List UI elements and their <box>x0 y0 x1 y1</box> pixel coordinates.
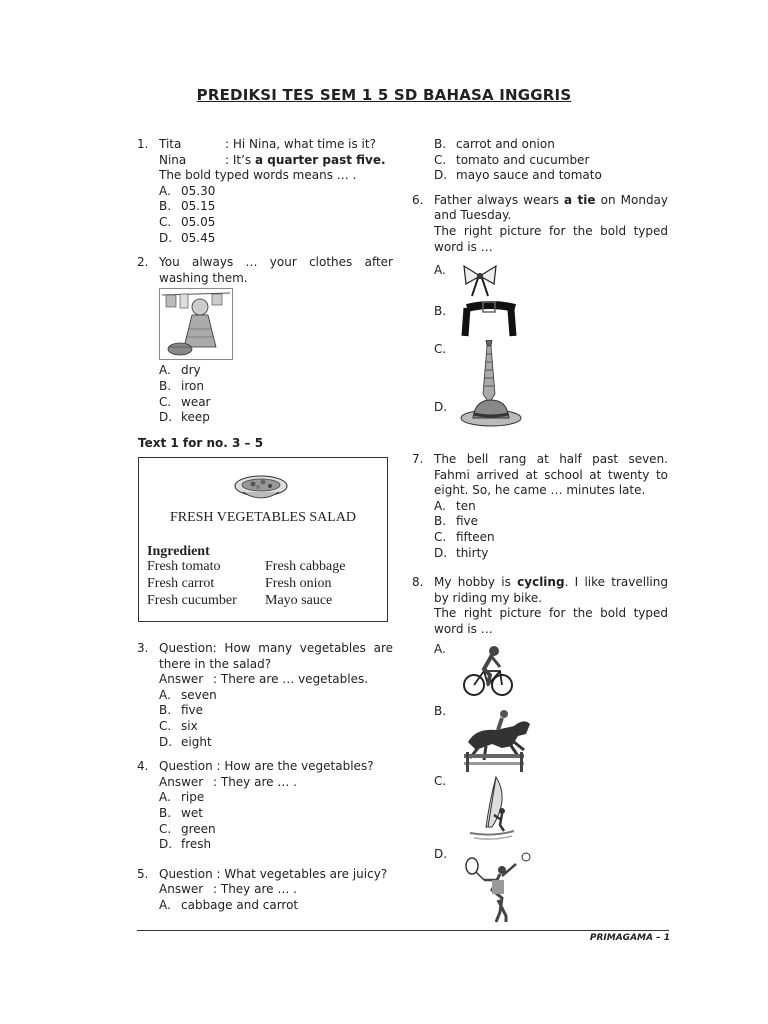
question-5 <box>137 867 393 914</box>
option-text: keep <box>181 410 210 425</box>
option-letter: A. <box>159 183 171 198</box>
option-text: green <box>181 821 216 836</box>
option-text: wear <box>181 394 211 409</box>
option-letter: C. <box>159 394 172 409</box>
salad-title: FRESH VEGETABLES SALAD <box>169 510 357 525</box>
option-letter: B. <box>434 137 447 151</box>
question-number: 5. <box>137 866 149 881</box>
option-c[interactable] <box>159 719 393 735</box>
question-2 <box>137 255 393 426</box>
left-column <box>137 137 393 426</box>
question-3 <box>137 641 393 750</box>
option-letter: C. <box>434 774 447 788</box>
option-letter: B. <box>434 704 447 718</box>
text-part: My hobby is <box>434 575 518 590</box>
option-text: wet <box>181 805 203 820</box>
question-prompt: The right picture for the bold typed word is … <box>434 223 668 254</box>
option-d[interactable] <box>159 410 393 426</box>
option-a[interactable] <box>434 642 446 656</box>
option-b[interactable] <box>434 137 668 153</box>
option-a[interactable] <box>159 898 393 914</box>
text-1-label: Text 1 for no. 3 – 5 <box>138 436 264 450</box>
option-text: dry <box>181 363 201 378</box>
option-letter: A. <box>434 263 446 277</box>
option-letter: D. <box>434 847 448 861</box>
answer-label: Answer <box>159 882 204 897</box>
table-cell: Fresh cabbage <box>265 559 346 574</box>
option-a[interactable] <box>159 184 393 200</box>
question-prompt: The bold typed words means … . <box>159 168 357 183</box>
option-text: five <box>181 703 204 718</box>
necktie-icon[interactable] <box>478 340 500 404</box>
option-letter: A. <box>159 363 171 378</box>
options-list <box>434 499 668 561</box>
option-c[interactable] <box>159 822 393 838</box>
question-text: You always … your clothes after washing them. <box>159 255 393 285</box>
question-prompt: The right picture for the bold typed word is … <box>434 606 668 636</box>
options-list <box>159 790 393 852</box>
options-list <box>159 363 393 425</box>
option-d[interactable] <box>434 546 668 562</box>
option-letter: B. <box>159 199 172 214</box>
table-cell: Fresh onion <box>265 576 332 591</box>
option-letter: D. <box>159 410 173 425</box>
table-row <box>147 593 345 610</box>
question-number: 3. <box>137 641 149 655</box>
answer-label: Answer <box>159 774 204 789</box>
ingredient-table <box>147 559 345 610</box>
table-cell: Mayo sauce <box>265 593 333 608</box>
question-number: 6. <box>412 192 424 207</box>
question-text: Question : How are the vegetables? <box>159 759 374 774</box>
option-letter: C. <box>159 821 172 836</box>
option-letter: C. <box>159 718 172 733</box>
option-letter: D. <box>434 168 448 183</box>
option-text: five <box>456 514 479 529</box>
question-text <box>434 193 668 224</box>
ironing-icon <box>160 289 232 359</box>
text-part: . I like travelling by riding my bike. <box>434 575 668 605</box>
dialog-line-2: : It’s <box>225 152 255 167</box>
option-letter: B. <box>434 304 447 318</box>
table-cell: Fresh carrot <box>147 576 215 591</box>
bold-phrase: a quarter past five. <box>254 152 386 167</box>
option-text: cabbage and carrot <box>181 897 299 912</box>
option-b[interactable] <box>434 514 668 530</box>
bold-phrase: cycling <box>517 575 565 590</box>
table-row <box>147 576 345 593</box>
salad-bowl-icon <box>233 474 289 504</box>
question-6 <box>412 193 668 255</box>
question-text: Question : What vegetables are juicy? <box>159 866 388 881</box>
option-text: seven <box>181 687 217 702</box>
question-number: 1. <box>137 137 149 151</box>
option-text: 05.45 <box>181 230 216 245</box>
option-c[interactable] <box>159 395 393 411</box>
option-a[interactable] <box>159 688 393 704</box>
option-c[interactable] <box>434 530 668 546</box>
table-cell: Fresh cucumber <box>147 593 237 608</box>
tennis-player-icon[interactable] <box>462 850 532 924</box>
option-text: ten <box>456 498 476 513</box>
cyclist-icon[interactable] <box>462 643 514 699</box>
option-letter: A. <box>159 687 171 702</box>
left-column-lower <box>137 641 393 914</box>
question-5-continued <box>412 137 668 184</box>
option-d[interactable] <box>434 168 668 184</box>
page-footer: PRIMAGAMA – 1 <box>589 933 670 943</box>
answer-text: : They are … . <box>213 882 297 897</box>
option-a[interactable] <box>434 263 446 277</box>
horse-jumping-icon[interactable] <box>462 706 536 772</box>
ironing-girl-picture <box>159 288 233 360</box>
ingredient-heading: Ingredient <box>147 544 210 559</box>
option-text: iron <box>181 378 204 393</box>
option-c[interactable] <box>159 215 393 231</box>
option-letter: A. <box>159 897 171 912</box>
option-letter: C. <box>434 529 447 544</box>
windsurfing-icon[interactable] <box>466 775 518 841</box>
option-text: fresh <box>181 837 212 852</box>
option-c[interactable] <box>434 342 446 356</box>
option-letter: D. <box>159 230 173 245</box>
question-text: The bell rang at half past seven. Fahmi arrived at school at twenty to eight. So, he came … minutes late. <box>434 452 668 498</box>
speaker-tita: Tita <box>159 137 182 151</box>
answer-label: Answer <box>159 672 204 687</box>
footer-divider <box>137 930 669 931</box>
option-d[interactable] <box>434 400 447 414</box>
question-4 <box>137 759 393 853</box>
question-text <box>434 575 668 606</box>
option-letter: B. <box>434 514 447 529</box>
option-a[interactable] <box>159 363 393 379</box>
option-b[interactable] <box>434 704 446 718</box>
option-text: 05.05 <box>181 214 216 229</box>
right-column-lower <box>412 452 668 638</box>
bold-phrase: a tie <box>563 192 596 207</box>
option-d[interactable] <box>159 231 393 247</box>
options-list <box>159 688 393 750</box>
option-b[interactable] <box>159 703 393 719</box>
option-c[interactable] <box>434 774 446 788</box>
page-title: PREDIKSI TES SEM 1 5 SD BAHASA INGGRIS <box>196 86 572 104</box>
option-text: thirty <box>456 545 489 560</box>
table-cell: Fresh tomato <box>147 559 221 574</box>
question-number: 4. <box>137 759 149 774</box>
options-list <box>159 184 393 246</box>
salad-text-box <box>138 457 388 622</box>
option-text: eight <box>181 734 212 749</box>
option-text: mayo sauce and tomato <box>456 168 602 183</box>
question-1 <box>137 137 393 246</box>
belt-icon[interactable] <box>461 300 521 340</box>
text-part: on Monday and Tuesday. <box>434 192 669 223</box>
option-b[interactable] <box>159 379 393 395</box>
option-text: fifteen <box>456 529 495 544</box>
option-letter: C. <box>434 342 447 356</box>
question-number: 2. <box>137 255 149 270</box>
option-letter: D. <box>434 400 448 414</box>
question-7 <box>412 452 668 561</box>
option-letter: A. <box>434 498 446 513</box>
option-letter: D. <box>434 545 448 560</box>
option-d[interactable] <box>434 847 447 861</box>
option-text: 05.30 <box>181 183 216 198</box>
option-letter: C. <box>434 152 447 167</box>
option-text: tomato and cucumber <box>456 152 590 167</box>
option-b[interactable] <box>434 304 446 318</box>
option-letter: D. <box>159 734 173 749</box>
option-letter: A. <box>159 790 171 805</box>
text-part: Father always wears <box>434 192 564 207</box>
option-letter: B. <box>159 805 172 820</box>
dialog-line-1: : Hi Nina, what time is it? <box>225 137 376 151</box>
question-number: 8. <box>412 575 424 590</box>
option-d[interactable] <box>159 837 393 853</box>
answer-text: : There are … vegetables. <box>213 672 369 687</box>
option-text: ripe <box>181 790 205 805</box>
option-text: 05.15 <box>181 199 216 214</box>
hat-icon[interactable] <box>459 396 523 428</box>
speaker-nina: Nina <box>159 152 187 167</box>
option-letter: A. <box>434 642 446 656</box>
option-text: carrot and onion <box>456 137 555 151</box>
right-column <box>412 137 668 255</box>
question-text: Question: How many vegetables are there in the salad? <box>159 641 393 671</box>
option-letter: C. <box>159 214 172 229</box>
option-text: six <box>181 718 198 733</box>
question-number: 7. <box>412 452 424 466</box>
question-8 <box>412 575 668 637</box>
option-b[interactable] <box>159 806 393 822</box>
answer-text: : They are … . <box>213 774 297 789</box>
option-letter: B. <box>159 378 172 393</box>
option-c[interactable] <box>434 153 668 169</box>
bow-icon[interactable] <box>460 262 500 300</box>
table-row <box>147 559 345 576</box>
option-d[interactable] <box>159 735 393 751</box>
option-letter: D. <box>159 837 173 852</box>
option-a[interactable] <box>434 499 668 515</box>
option-b[interactable] <box>159 199 393 215</box>
option-letter: B. <box>159 703 172 718</box>
option-a[interactable] <box>159 790 393 806</box>
